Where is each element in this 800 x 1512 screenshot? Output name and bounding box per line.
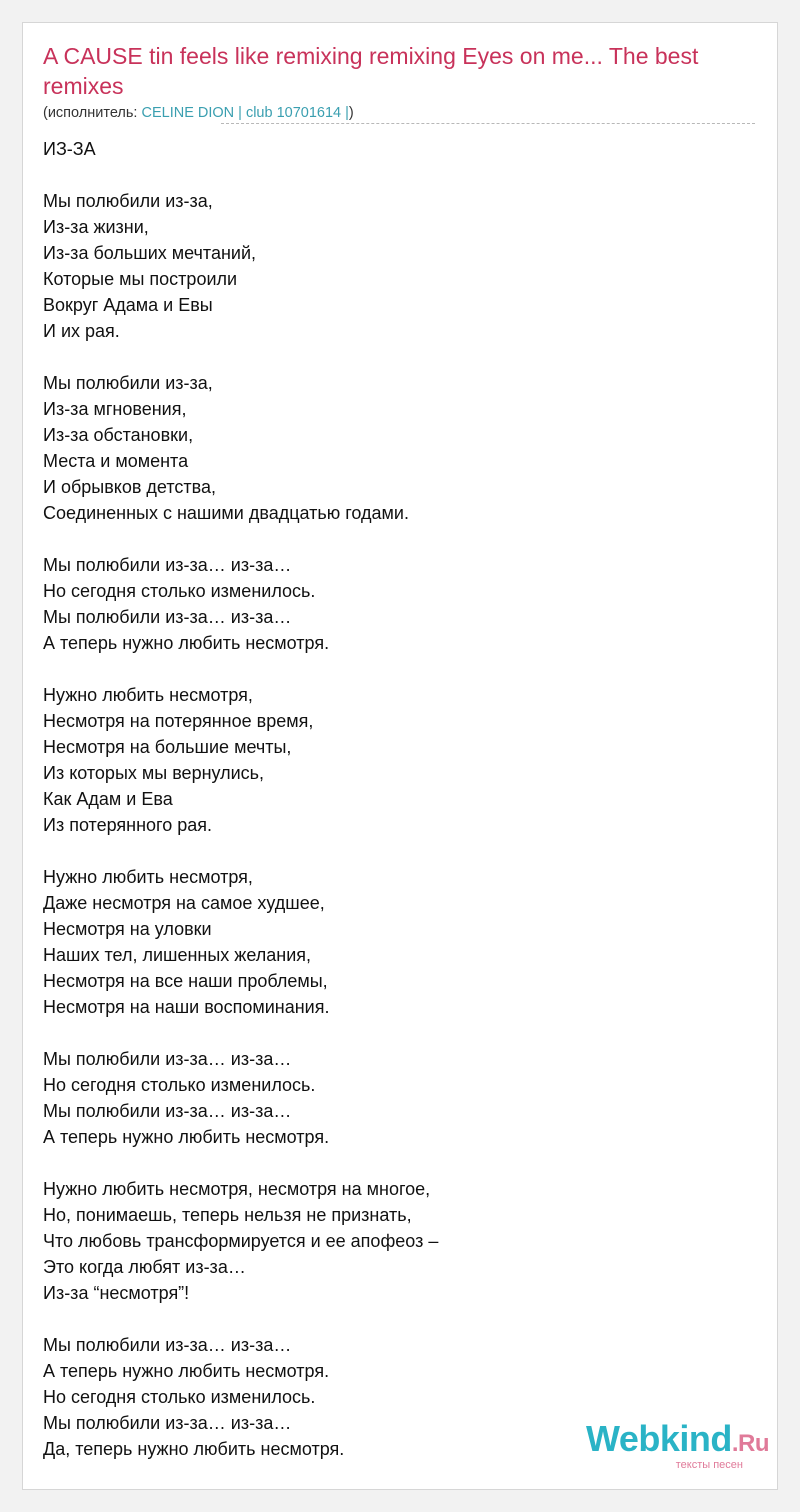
artist-line xyxy=(43,103,354,123)
lyric-line: А теперь нужно любить несмотря. xyxy=(43,1361,330,1381)
lyric-line: Нужно любить несмотря, xyxy=(43,867,253,887)
lyric-line: Нужно любить несмотря, xyxy=(43,685,253,705)
stanza-gap xyxy=(43,526,743,552)
lyric-line: Мы полюбили из-за… из-за… xyxy=(43,1335,292,1355)
lyric-line: Мы полюбили из-за… из-за… xyxy=(43,1049,292,1069)
lyric-line: Это когда любят из-за… xyxy=(43,1257,246,1277)
logo-name: Webkind xyxy=(585,1418,732,1459)
stanza-gap xyxy=(43,162,743,188)
lyric-line: Да, теперь нужно любить несмотря. xyxy=(43,1439,345,1459)
lyric-line: Вокруг Адама и Евы xyxy=(43,295,213,315)
lyric-line: И их рая. xyxy=(43,321,120,341)
stanza-gap xyxy=(43,1020,743,1046)
lyric-line: Но сегодня столько изменилось. xyxy=(43,1075,316,1095)
lyric-line: Из-за мгновения, xyxy=(43,399,187,419)
lyric-line: Мы полюбили из-за… из-за… xyxy=(43,555,292,575)
artist-suffix: ) xyxy=(348,105,354,121)
lyric-line: Несмотря на потерянное время, xyxy=(43,711,314,731)
lyrics-heading: ИЗ-ЗА xyxy=(43,139,96,159)
lyric-line: Даже несмотря на самое худшее, xyxy=(43,893,325,913)
webkind-watermark[interactable] xyxy=(585,1418,769,1471)
lyric-line: Мы полюбили из-за, xyxy=(43,191,213,211)
lyric-line: Несмотря на наши воспоминания. xyxy=(43,997,330,1017)
lyric-line: Из-за больших мечтаний, xyxy=(43,243,257,263)
lyric-line: Мы полюбили из-за, xyxy=(43,373,213,393)
lyric-line: А теперь нужно любить несмотря. xyxy=(43,1127,330,1147)
stanza-gap xyxy=(43,1306,743,1332)
lyric-line: Мы полюбили из-за… из-за… xyxy=(43,1101,292,1121)
song-title: A CAUSE tin feels like remixing remixing Eyes on me... The best remixes xyxy=(43,43,699,99)
logo-tagline: тексты песен xyxy=(675,1459,743,1471)
lyric-line: Наших тел, лишенных желания, xyxy=(43,945,312,965)
lyric-line: Что любовь трансформируется и ее апофеоз – xyxy=(43,1231,439,1251)
lyric-line: Мы полюбили из-за… из-за… xyxy=(43,1413,292,1433)
lyric-line: Несмотря на все наши проблемы, xyxy=(43,971,328,991)
lyric-line: Несмотря на уловки xyxy=(43,919,212,939)
lyrics-card xyxy=(22,22,778,1490)
lyric-line: Мы полюбили из-за… из-за… xyxy=(43,607,292,627)
stanza-gap xyxy=(43,656,743,682)
stanza-gap xyxy=(43,838,743,864)
artist-prefix: (исполнитель: xyxy=(43,105,142,121)
lyric-line: Из-за “несмотря”! xyxy=(43,1283,190,1303)
webkind-logo xyxy=(585,1418,769,1462)
lyrics-text xyxy=(43,136,743,1462)
lyric-line: Которые мы построили xyxy=(43,269,238,289)
lyric-line: И обрывков детства, xyxy=(43,477,216,497)
lyric-line: Несмотря на большие мечты, xyxy=(43,737,292,757)
lyric-line: А теперь нужно любить несмотря. xyxy=(43,633,330,653)
artist-link[interactable]: CELINE DION | club 10701614 | xyxy=(141,105,349,121)
stanza-gap xyxy=(43,1150,743,1176)
lyric-line: Нужно любить несмотря, несмотря на многое, xyxy=(43,1179,431,1199)
lyric-line: Из-за жизни, xyxy=(43,217,149,237)
header-divider xyxy=(221,123,755,124)
lyric-line: Из потерянного рая. xyxy=(43,815,213,835)
lyric-line: Из-за обстановки, xyxy=(43,425,194,445)
lyric-line: Но, понимаешь, теперь нельзя не признать, xyxy=(43,1205,412,1225)
lyric-line: Соединенных с нашими двадцатью годами. xyxy=(43,503,409,523)
lyric-line: Места и момента xyxy=(43,451,189,471)
logo-tld: .Ru xyxy=(731,1430,769,1457)
lyric-line: Но сегодня столько изменилось. xyxy=(43,1387,316,1407)
lyric-line: Из которых мы вернулись, xyxy=(43,763,265,783)
lyric-line: Но сегодня столько изменилось. xyxy=(43,581,316,601)
lyric-line: Как Адам и Ева xyxy=(43,789,173,809)
stanza-gap xyxy=(43,344,743,370)
